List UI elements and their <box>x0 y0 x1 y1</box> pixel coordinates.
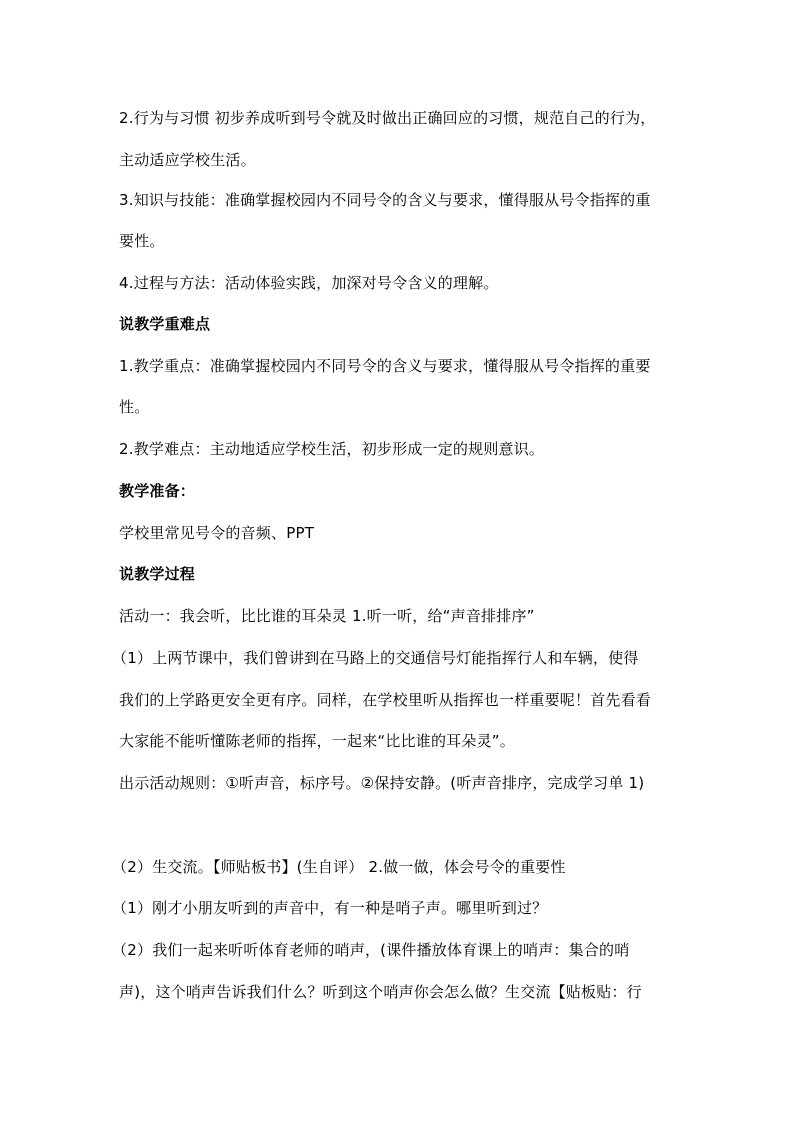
section-heading: 教学准备： <box>119 482 196 500</box>
paragraph-line: 出示活动规则：①听声音，标序号。②保持安静。(听声音排序，完成学习单 1) <box>119 774 645 792</box>
paragraph-line: （2）我们一起来听听体育老师的哨声，(课件播放体育课上的哨声：集合的哨 <box>112 941 630 959</box>
paragraph-line: 声)，这个哨声告诉我们什么？听到这个哨声你会怎么做？生交流【贴板贴：行 <box>119 983 642 1001</box>
paragraph-line: 性。 <box>119 398 150 416</box>
paragraph-line: 主动适应学校生活。 <box>119 151 256 169</box>
paragraph-line: 我们的上学路更安全更有序。同样，在学校里听从指挥也一样重要呢！首先看看 <box>119 691 652 709</box>
paragraph-line: 大家能不能听懂陈老师的指挥，一起来“比比谁的耳朵灵”。 <box>119 732 515 750</box>
paragraph-line: （1）刚才小朋友听到的声音中，有一种是哨子声。哪里听到过？ <box>112 899 548 917</box>
paragraph-line: 学校里常见号令的音频、PPT <box>119 524 315 542</box>
paragraph-line: 2.教学难点：主动地适应学校生活，初步形成一定的规则意识。 <box>119 440 545 458</box>
paragraph-line: 1.教学重点：准确掌握校园内不同号令的含义与要求，懂得服从号令指挥的重要 <box>119 357 651 375</box>
paragraph-line: 4.过程与方法：活动体验实践，加深对号令含义的理解。 <box>119 274 499 292</box>
paragraph-line: （1）上两节课中，我们曾讲到在马路上的交通信号灯能指挥行人和车辆，使得 <box>112 649 639 667</box>
paragraph-line: 要性。 <box>119 232 165 250</box>
paragraph-line: 3.知识与技能：准确掌握校园内不同号令的含义与要求，懂得服从号令指挥的重 <box>119 191 651 209</box>
paragraph-line: 活动一：我会听，比比谁的耳朵灵 1.听一听，给“声音排排序” <box>119 607 535 625</box>
paragraph-line: （2）生交流。【师贴板书】(生自评） 2.做一做，体会号令的重要性 <box>112 858 566 876</box>
paragraph-line: 2.行为与习惯 初步养成听到号令就及时做出正确回应的习惯，规范自己的行为， <box>119 109 656 127</box>
section-heading: 说教学过程 <box>119 565 196 583</box>
section-heading: 说教学重难点 <box>119 315 211 333</box>
